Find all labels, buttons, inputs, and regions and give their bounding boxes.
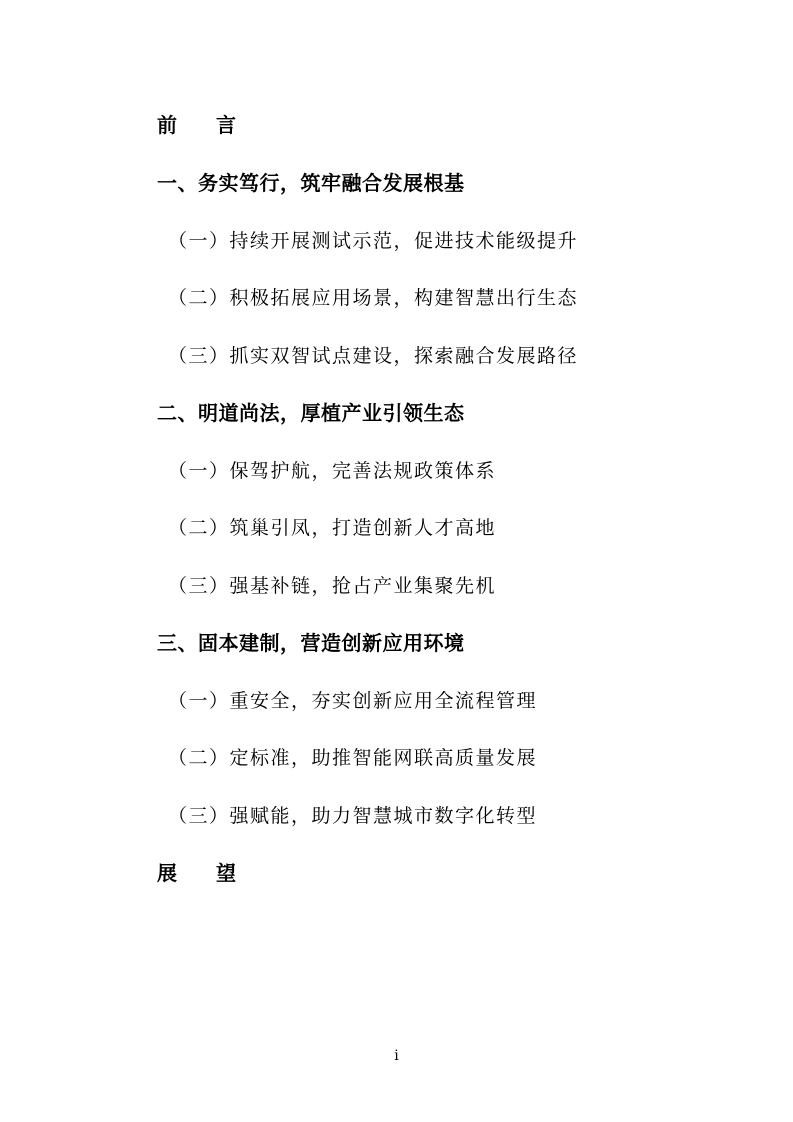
page-number: i bbox=[394, 1048, 399, 1064]
toc-heading-outlook: 展 望 bbox=[157, 861, 252, 885]
toc-item-1-1: （一）持续开展测试示范，促进技术能级提升 bbox=[168, 230, 579, 252]
toc-item-2-3: （三）强基补链，抢占产业集聚先机 bbox=[168, 575, 497, 597]
toc-item-3-2: （二）定标准，助推智能网联高质量发展 bbox=[168, 747, 538, 769]
toc-item-3-3: （三）强赋能，助力智慧城市数字化转型 bbox=[168, 805, 538, 827]
toc-heading-section-1: 一、务实笃行，筑牢融合发展根基 bbox=[157, 171, 465, 195]
toc-heading-preface: 前 言 bbox=[157, 113, 252, 137]
toc-heading-section-2: 二、明道尚法，厚植产业引领生态 bbox=[157, 401, 465, 425]
toc-item-1-2: （二）积极拓展应用场景，构建智慧出行生态 bbox=[168, 287, 579, 309]
toc-item-2-1: （一）保驾护航，完善法规政策体系 bbox=[168, 460, 497, 482]
toc-item-2-2: （二）筑巢引凤，打造创新人才高地 bbox=[168, 517, 497, 539]
toc-heading-section-3: 三、固本建制，营造创新应用环境 bbox=[157, 631, 465, 655]
toc-item-3-1: （一）重安全，夯实创新应用全流程管理 bbox=[168, 690, 538, 712]
toc-item-1-3: （三）抓实双智试点建设，探索融合发展路径 bbox=[168, 345, 579, 367]
